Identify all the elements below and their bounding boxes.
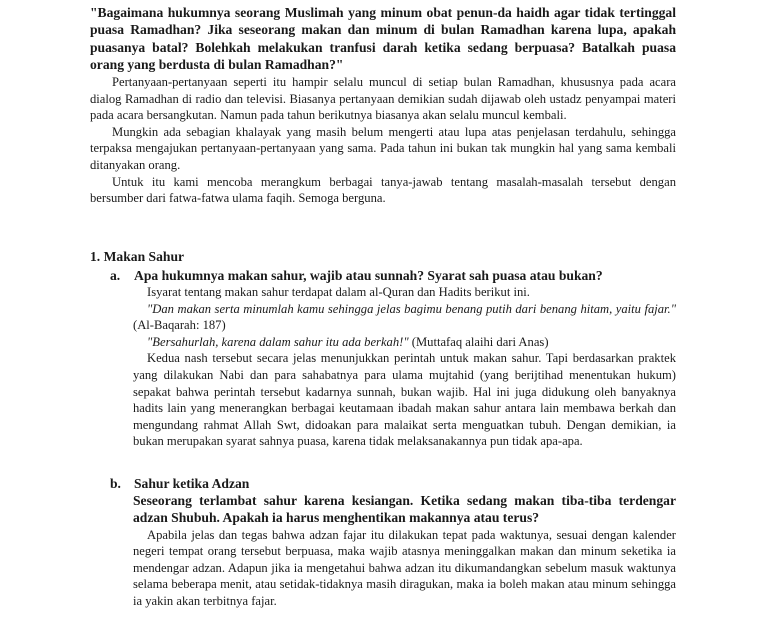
intro-line: Isyarat tentang makan sahur terdapat dalam al-Quran dan Hadits berikut ini.: [147, 285, 530, 299]
intro-paragraph: Pertanyaan-pertanyaan seperti itu hampir selalu muncul di setiap bulan Ramadhan, khususnya pada acara dialog Ramadhan di radio dan televisi. Biasanya pertanyaan demikian sudah dijawab oleh ustadz penyampai materi pada acara bersangkutan. Namun pada tahun berikutnya biasanya akan selalu muncul kembali.: [90, 75, 676, 123]
intro-paragraph: Mungkin ada sebagian khalayak yang masih belum mengerti atau lupa atas penjelasan terdahulu, sehingga terpaksa mengajukan pertanyaan-pertanyaan yang sama. Pada tahun ini bukan tak mungkin hal yang sama kembali ditanyakan orang.: [90, 124, 676, 172]
intro-paragraph: Untuk itu kami mencoba merangkum berbagai tanya-jawab tentang masalah-masalah tersebut dengan bersumber dari fatwa-fatwa ulama faqih. Semoga berguna.: [90, 174, 676, 206]
subsection-b-title: Sahur ketika Adzan: [134, 476, 250, 491]
hadith-quote: [133, 334, 676, 351]
subsection-b-question: Seseorang terlambat sahur karena kesiangan. Ketika sedang makan tiba-tiba terdengar adzan Shubuh. Apakah ia harus menghentikan makannya atau terus?: [133, 493, 676, 526]
subsection-a-label: a.: [110, 268, 121, 283]
section-title: 1. Makan Sahur: [90, 249, 185, 264]
quote-text: "Bersahurlah, karena dalam sahur itu ada berkah!": [147, 334, 409, 349]
subsection-a-body: [133, 284, 676, 450]
quran-quote: [133, 301, 676, 334]
subsection-a-heading: [110, 267, 676, 284]
subsection-b-label: b.: [110, 476, 121, 491]
subsection-b-heading: [110, 475, 676, 492]
quote-source: (Muttafaq alaihi dari Anas): [408, 334, 549, 349]
subsection-b-body: [133, 492, 676, 610]
intro-body: [90, 74, 676, 207]
quote-text: "Dan makan serta minumlah kamu sehingga jelas bagimu benang putih dari benang hitam, yaitu fajar.": [147, 301, 676, 316]
intro-question: "Bagaimana hukumnya seorang Muslimah yang minum obat penun-da haidh agar tidak tertinggal puasa Ramadhan? Jika seseorang makan dan minum di bulan Ramadhan karena lupa, apakah puasanya batal? Bolehkah melakukan tranfusi darah ketika sedang berpuasa? Batalkah puasa orang yang berdusta di bulan Ramadhan?": [90, 5, 676, 72]
subsection-a-question: Apa hukumnya makan sahur, wajib atau sunnah? Syarat sah puasa atau bukan?: [134, 268, 603, 283]
answer-paragraph: Apabila jelas dan tegas bahwa adzan fajar itu dilakukan tepat pada waktunya, sesuai dengan kalender negeri tempat orang tersebut berpuasa, maka wajib atasnya meninggalkan makan dan minum seketika ia mendengar adzan. Adapun jika ia mengetahui bahwa adzan itu dikumandangkan sebelum masuk waktunya selama beberapa menit, atau setidak-tidaknya masih diragukan, maka ia boleh makan atau minum sehingga ia yakin akan terbitnya fajar.: [133, 527, 676, 608]
quote-source: (Al-Baqarah: 187): [133, 318, 226, 333]
explanation-paragraph: Kedua nash tersebut secara jelas menunjukkan perintah untuk makan sahur. Tapi berdasarkan praktek yang dilakukan Nabi dan para sahabatnya para ulama mujtahid (yang berijtihad menentukan hukum) sepakat bahwa perintah tersebut kadarnya sunnah, bukan wajib. Hal ini juga didukung oleh banyaknya hadits lain yang menerangkan berbagai keutamaan ibadah makan sahur antara lain membawa berkah dan mengundang rahmat Allah Swt, didoakan para malaikat serta menguatkan tubuh. Dengan demikian, ia bukan merupakan syarat sahnya puasa, karena tidak melaksanakannya pun tidak apa-apa.: [133, 351, 676, 449]
